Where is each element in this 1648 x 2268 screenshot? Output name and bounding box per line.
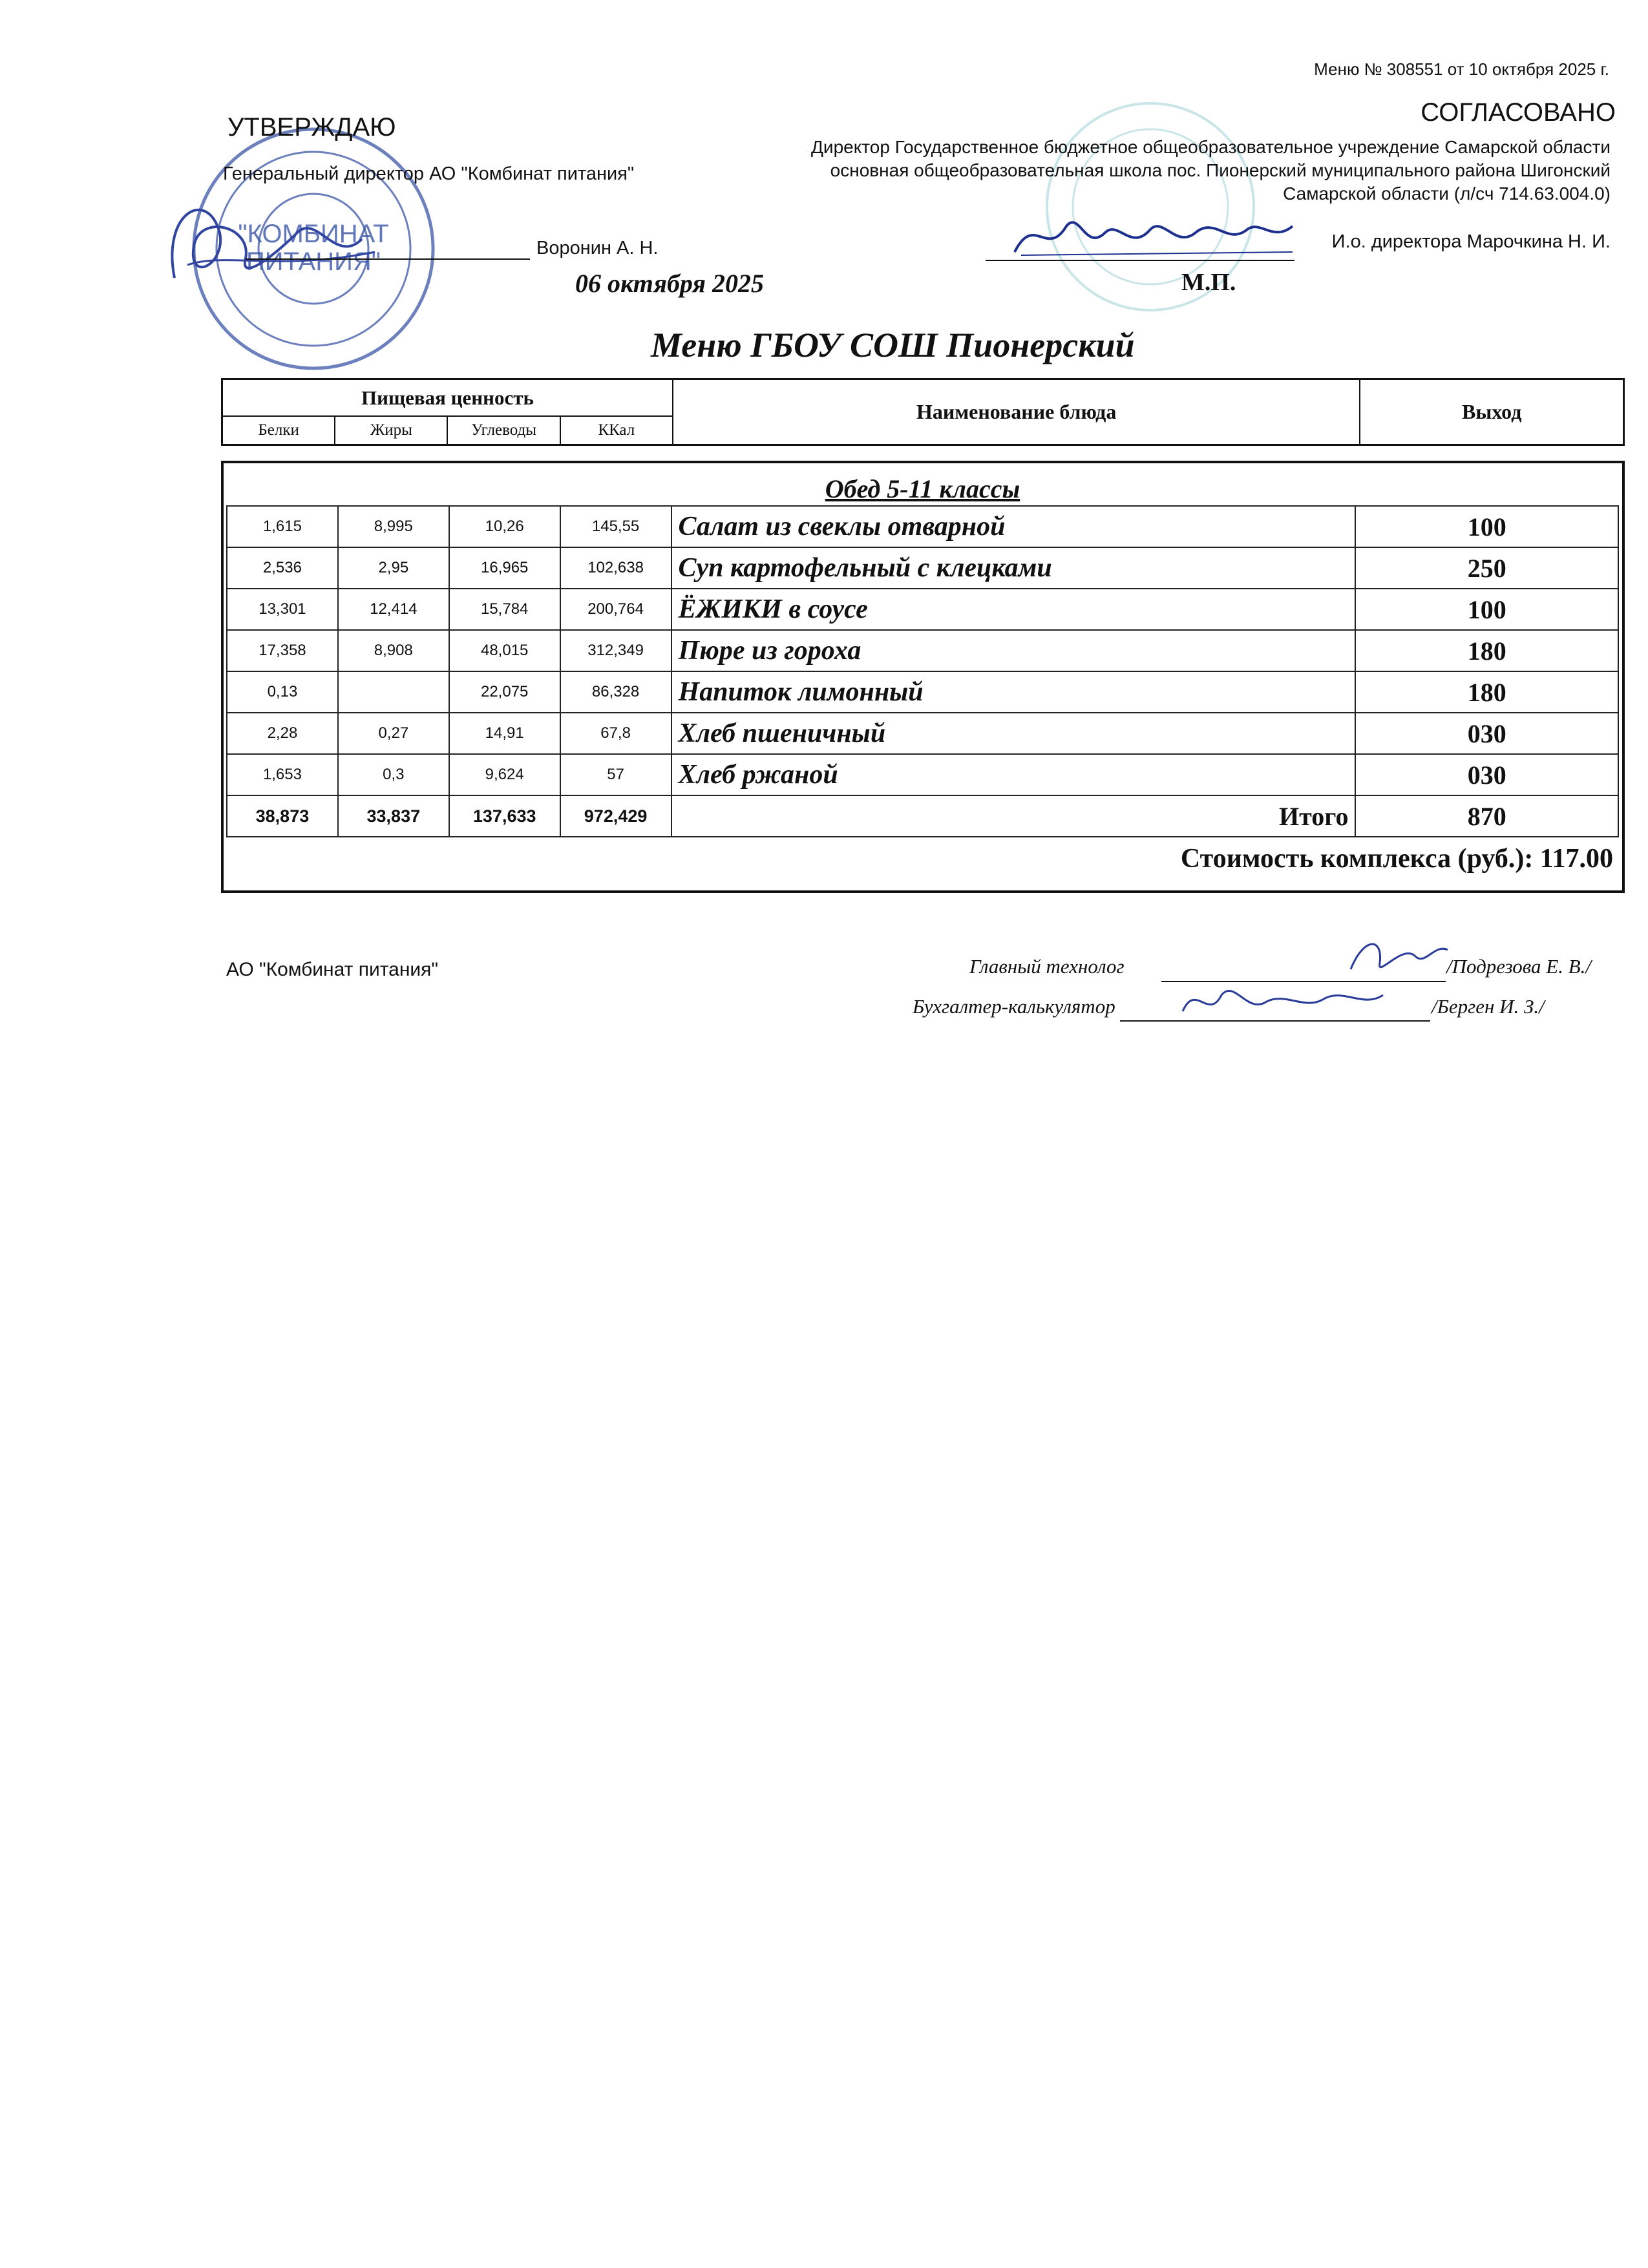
- table-row: [227, 506, 1618, 547]
- agreement-signature-line: [986, 260, 1294, 261]
- kcal-cell: 67,8: [560, 713, 671, 754]
- fat-cell: 8,995: [338, 506, 449, 547]
- technologist-signature: [1344, 930, 1454, 982]
- dish-name-header: Наименование блюда: [673, 379, 1360, 445]
- kcal-cell: 57: [560, 754, 671, 795]
- complex-cost: Стоимость комплекса (руб.): 117.00: [227, 837, 1618, 880]
- dish-cell: Хлеб пшеничный: [671, 713, 1356, 754]
- carbs-header: Углеводы: [447, 416, 560, 445]
- carbs-cell: 48,015: [449, 630, 560, 671]
- fat-cell: 8,908: [338, 630, 449, 671]
- dish-cell: Хлеб ржаной: [671, 754, 1356, 795]
- kcal-cell: 312,349: [560, 630, 671, 671]
- accountant-name: /Берген И. З./: [1431, 995, 1545, 1018]
- carbs-cell: 14,91: [449, 713, 560, 754]
- protein-cell: 1,615: [227, 506, 338, 547]
- menu-number: Меню № 308551 от 10 октября 2025 г.: [1314, 59, 1609, 79]
- totals-row: [227, 795, 1618, 837]
- section-title: Обед 5-11 классы: [227, 472, 1618, 506]
- protein-cell: 17,358: [227, 630, 338, 671]
- approval-date: 06 октября 2025: [575, 269, 764, 298]
- kcal-total: 972,429: [560, 795, 671, 837]
- protein-header: Белки: [222, 416, 335, 445]
- table-row: [227, 713, 1618, 754]
- approval-signer: Воронин А. Н.: [536, 238, 659, 258]
- protein-cell: 1,653: [227, 754, 338, 795]
- protein-cell: 2,536: [227, 547, 338, 589]
- acting-director-signature: [1008, 207, 1305, 265]
- technologist-label: Главный технолог: [969, 955, 1125, 978]
- approval-position: Генеральный директор АО "Комбинат питания": [223, 163, 635, 184]
- carbs-cell: 22,075: [449, 671, 560, 713]
- fat-cell: 12,414: [338, 589, 449, 630]
- agreement-signer: И.о. директора Марочкина Н. И.: [1331, 231, 1611, 252]
- agreement-title: СОГЛАСОВАНО: [1421, 98, 1616, 127]
- technologist-name: /Подрезова Е. В./: [1446, 955, 1592, 978]
- yield-header: Выход: [1360, 379, 1623, 445]
- agreement-organization: Директор Государственное бюджетное общеобразовательное учреждение Самарской области основная общеобразовательная школа пос. Пионерский муниципального района Шигонский Самарской области (л/сч 714.63.004.0): [810, 137, 1611, 204]
- table-row: [227, 671, 1618, 713]
- kcal-cell: 200,764: [560, 589, 671, 630]
- carbs-cell: 9,624: [449, 754, 560, 795]
- yield-cell: 030: [1355, 713, 1618, 754]
- accountant-signature: [1176, 976, 1389, 1027]
- yield-cell: 030: [1355, 754, 1618, 795]
- fat-cell: 0,3: [338, 754, 449, 795]
- carbs-total: 137,633: [449, 795, 560, 837]
- kcal-cell: 86,328: [560, 671, 671, 713]
- yield-total: 870: [1355, 795, 1618, 837]
- yield-cell: 100: [1355, 506, 1618, 547]
- approval-title: УТВЕРЖДАЮ: [227, 113, 396, 142]
- kcal-cell: 102,638: [560, 547, 671, 589]
- protein-total: 38,873: [227, 795, 338, 837]
- yield-cell: 100: [1355, 589, 1618, 630]
- menu-table-body: [226, 472, 1619, 880]
- protein-cell: 0,13: [227, 671, 338, 713]
- fat-cell: 0,27: [338, 713, 449, 754]
- protein-cell: 13,301: [227, 589, 338, 630]
- table-row: [227, 630, 1618, 671]
- nutrition-header: Пищевая ценность: [222, 379, 673, 417]
- dish-cell: Напиток лимонный: [671, 671, 1356, 713]
- dish-cell: Суп картофельный с клецками: [671, 547, 1356, 589]
- approval-signature-line: [246, 258, 530, 260]
- page-title: Меню ГБОУ СОШ Пионерский: [651, 326, 1135, 364]
- director-signature: [149, 174, 394, 304]
- dish-cell: Салат из свеклы отварной: [671, 506, 1356, 547]
- carbs-cell: 10,26: [449, 506, 560, 547]
- accountant-label: Бухгалтер-калькулятор: [913, 995, 1115, 1018]
- table-row: [227, 589, 1618, 630]
- fat-total: 33,837: [338, 795, 449, 837]
- table-row: [227, 547, 1618, 589]
- cost-row: [227, 837, 1618, 880]
- svg-text:ПИТАНИЯ": ПИТАНИЯ": [246, 247, 381, 276]
- kcal-cell: 145,55: [560, 506, 671, 547]
- total-label: Итого: [671, 795, 1356, 837]
- yield-cell: 250: [1355, 547, 1618, 589]
- yield-cell: 180: [1355, 671, 1618, 713]
- dish-cell: Пюре из гороха: [671, 630, 1356, 671]
- fat-header: Жиры: [335, 416, 447, 445]
- menu-table-header: [221, 378, 1625, 446]
- stamp-place-label: М.П.: [1181, 269, 1236, 296]
- accountant-signature-line: [1120, 1020, 1430, 1022]
- dish-cell: ЁЖИКИ в соусе: [671, 589, 1356, 630]
- protein-cell: 2,28: [227, 713, 338, 754]
- carbs-cell: 15,784: [449, 589, 560, 630]
- footer-organization: АО "Комбинат питания": [226, 959, 439, 980]
- section-title-row: [227, 472, 1618, 506]
- table-row: [227, 754, 1618, 795]
- kcal-header: ККал: [560, 416, 673, 445]
- yield-cell: 180: [1355, 630, 1618, 671]
- svg-text:"КОМБИНАТ: "КОМБИНАТ: [238, 220, 389, 248]
- fat-cell: [338, 671, 449, 713]
- fat-cell: 2,95: [338, 547, 449, 589]
- carbs-cell: 16,965: [449, 547, 560, 589]
